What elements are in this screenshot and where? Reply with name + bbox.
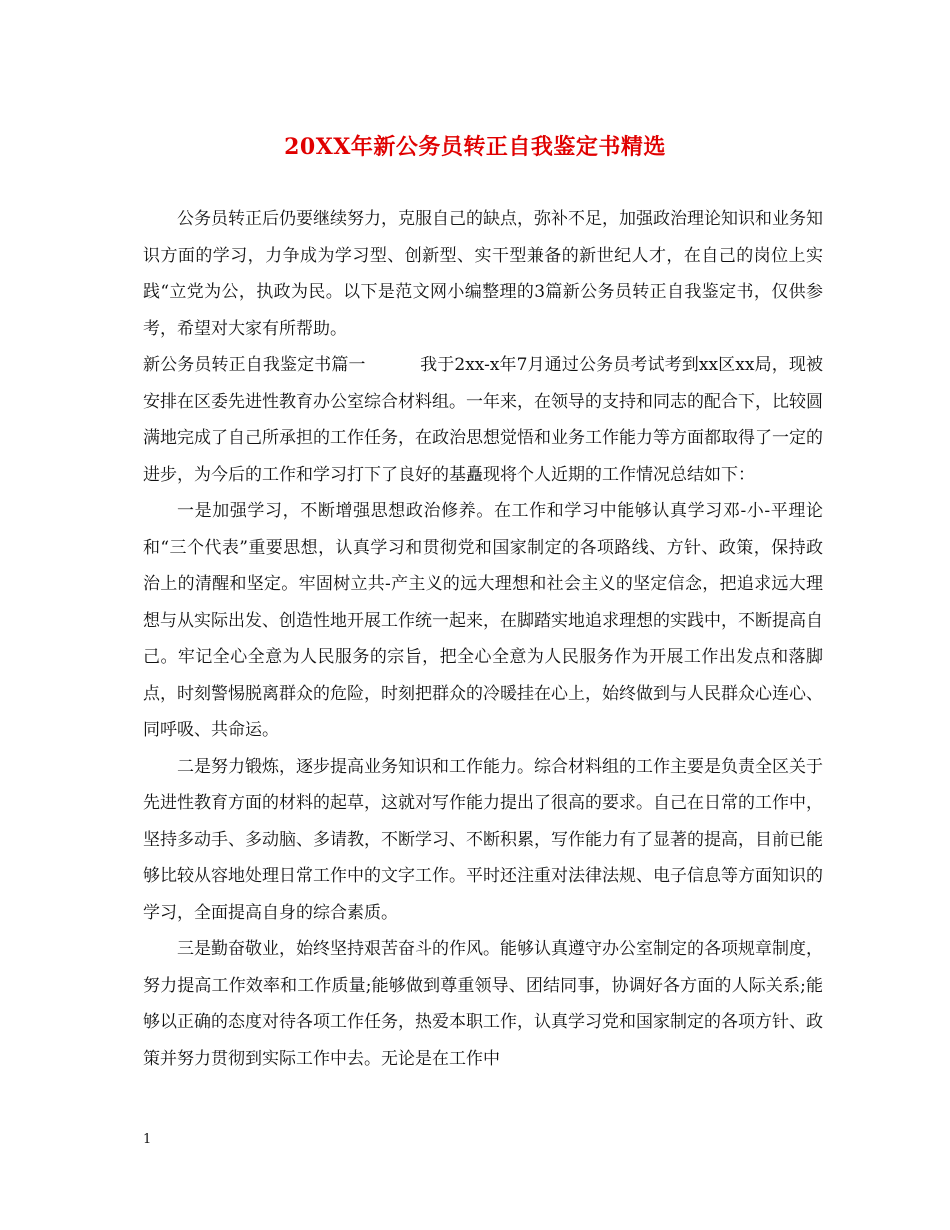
intro-paragraph: 公务员转正后仍要继续努力，克服自己的缺点，弥补不足，加强政治理论知识和业务知识方面的学习，力争成为学习型、创新型、实干型兼备的新世纪人才，在自己的岗位上实践“立党为公，执政为民。以下是范文网小编整理的3篇新公务员转正自我鉴定书，仅供参考，希望对大家有所帮助。 (143, 209, 823, 339)
section-heading: 新公务员转正自我鉴定书篇一 (143, 355, 366, 375)
section-opening: 我于2xx-x年7月通过公务员考试考到xx区xx局，现被安排在区委先进性教育办公室综合材料组。一年来，在领导的支持和同志的配合下，比较圆满地完成了自己所承担的工作任务，在政治思想觉悟和业务工作能力等方面都取得了一定的进步，为今后的工作和学习打下了良好的基矗现将个人近期的工作情况总结如下： (143, 355, 823, 485)
document-title: 20XX年新公务员转正自我鉴定书精选 (284, 134, 666, 160)
body-paragraph-3: 三是勤奋敬业，始终坚持艰苦奋斗的作风。能够认真遵守办公室制定的各项规章制度，努力提高工作效率和工作质量;能够做到尊重领导、团结同事，协调好各方面的人际关系;能够以正确的态度对待各项工作任务，热爱本职工作，认真学习党和国家制定的各项方针、政策并努力贯彻到实际工作中去。无论是在工作中 (143, 939, 823, 1069)
page-number: 1 (143, 1132, 152, 1147)
body-paragraph-1: 一是加强学习，不断增强思想政治修养。在工作和学习中能够认真学习邓-小-平理论和“三个代表”重要思想，认真学习和贯彻党和国家制定的各项路线、方针、政策，保持政治上的清醒和坚定。牢固树立共-产主义的远大理想和社会主义的坚定信念，把追求远大理想与从实际出发、创造性地开展工作统一起来，在脚踏实地追求理想的实践中，不断提高自己。牢记全心全意为人民服务的宗旨，把全心全意为人民服务作为开展工作出发点和落脚点，时刻警惕脱离群众的危险，时刻把群众的冷暖挂在心上，始终做到与人民群众心连心、同呼吸、共命运。 (143, 501, 823, 740)
section-paragraph (143, 347, 823, 493)
document-body (143, 201, 823, 1077)
body-paragraph-2: 二是努力锻炼，逐步提高业务知识和工作能力。综合材料组的工作主要是负责全区关于先进性教育方面的材料的起草，这就对写作能力提出了很高的要求。自己在日常的工作中，坚持多动手、多动脑、多请教，不断学习、不断积累，写作能力有了显著的提高，目前已能够比较从容地处理日常工作中的文字工作。平时还注重对法律法规、电子信息等方面知识的学习，全面提高自身的综合素质。 (143, 756, 823, 923)
